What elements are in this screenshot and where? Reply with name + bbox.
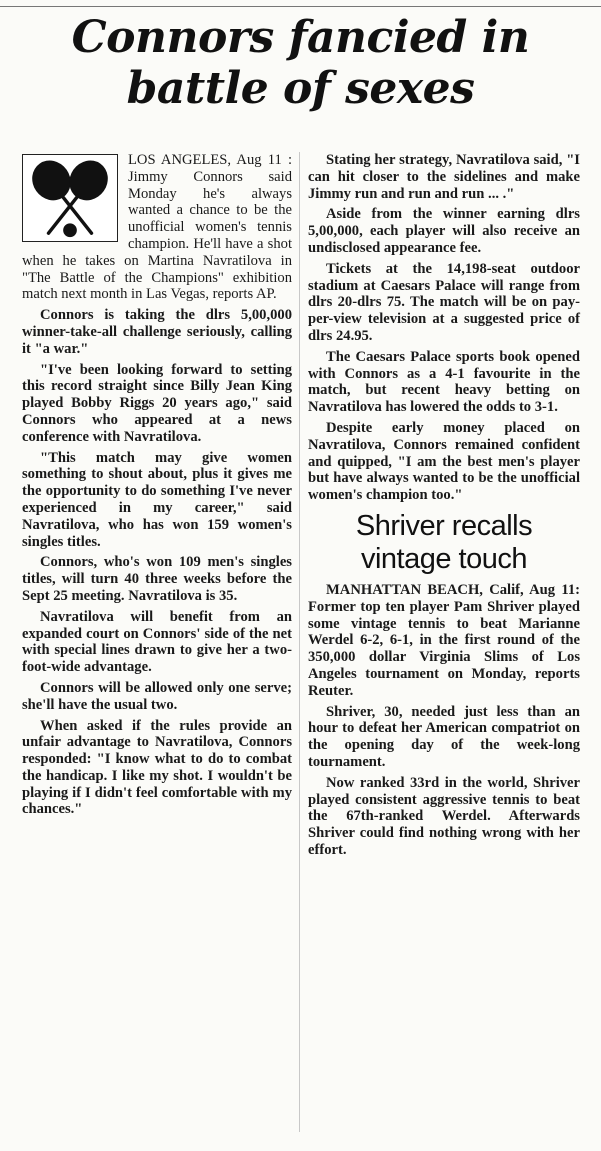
dateline: LOS ANGELES, Aug 11 :: [128, 152, 292, 168]
article-paragraph: "This match may give women something to shout about, plus it gives me the opportunity to do something I've never experienced in my career," said Navratilova, who has won 159 women's singles titles.: [22, 449, 292, 550]
article-paragraph: Connors, who's won 109 men's singles titles, will turn 40 three weeks before the Sept 25 meeting. Navratilova is 35.: [22, 554, 292, 604]
main-headline: [6, 12, 595, 114]
article-paragraph: LOS ANGELES, Aug 11 : Jimmy Connors said Monday he's always wanted a chance to be the unofficial women's tennis champion. He'll have a shot when he takes on Martina Navratilova in "The Battle of the Champions" exhibition match next month in Las Vegas, reports AP.: [22, 152, 292, 303]
column-divider: [299, 152, 300, 1132]
headline-line-2: battle of sexes: [126, 63, 475, 114]
article-paragraph: Connors will be allowed only one serve; she'll have the usual two.: [22, 679, 292, 713]
bold-paragraph-group: [22, 307, 292, 818]
article-paragraph: Stating her strategy, Navratilova said, "I can hit closer to the sidelines and make Jimmy run and run and run ... .": [308, 152, 580, 202]
headline-line-1: Connors fancied in: [71, 12, 530, 63]
article-paragraph: Aside from the winner earning dlrs 5,00,000, each player will also receive an undisclosed appearance fee.: [308, 206, 580, 256]
article-paragraph: Tickets at the 14,198-seat outdoor stadium at Caesars Palace will range from dlrs 20-dlrs 75. The match will be on pay-per-view television at a suggested price of dlrs 24.95.: [308, 260, 580, 344]
article-paragraph: When asked if the rules provide an unfair advantage to Navratilova, Connors responded: "I know what to do to combat the handicap. I like my shot. I wouldn't be playing if I didn't feel comfortable with my chances.": [22, 717, 292, 818]
article-paragraph: Despite early money placed on Navratilova, Connors remained confident and quipped, "I am the best men's player but have always wanted to be the unofficial women's champion too.": [308, 419, 580, 504]
article-paragraph: Navratilova will benefit from an expanded court on Connors' side of the net with special lines drawn to give her a two-foot-wide advantage.: [22, 608, 292, 676]
top-border-rule: [0, 0, 601, 7]
crossed-tennis-rackets-icon: [22, 154, 118, 242]
sidebar-headline: [308, 510, 580, 576]
article-paragraph: Shriver, 30, needed just less than an hour to defeat her American compatriot on the opening day of the week-long tournament.: [308, 703, 580, 770]
sidebar-article-body: [308, 582, 580, 859]
tennis-rackets-svg: [23, 155, 117, 241]
article-paragraph: Connors is taking the dlrs 5,00,000 winner-take-all challenge seriously, calling it "a war.": [22, 307, 292, 357]
article-paragraph: "I've been looking forward to setting this record straight since Billy Jean King played Bobby Riggs 20 years ago," said Connors who appeared at a news conference with Navratilova.: [22, 361, 292, 445]
sidebar-headline-line-2: vintage touch: [360, 542, 527, 575]
sidebar-headline-line-1: Shriver recalls: [355, 509, 533, 542]
right-column: [308, 152, 580, 863]
article-paragraph: The Caesars Palace sports book opened with Connors as a 4-1 favourite in the match, but recent heavy betting on Navratilova has lowered the odds to 3-1.: [308, 348, 580, 416]
article-paragraph: MANHATTAN BEACH, Calif, Aug 11: Former top ten player Pam Shriver played some vintage tennis to beat Marianne Werdel 6-2, 6-1, in the first round of the 350,000 dollar Virginia Slims of Los Angeles tournament on Monday, reports Reuter.: [308, 581, 580, 699]
bold-paragraph-group: [308, 152, 580, 504]
left-column: [22, 152, 292, 822]
article-paragraph: Now ranked 33rd in the world, Shriver played consistent aggressive tennis to beat the 67th-ranked Werdel. Afterwards Shriver could find nothing wrong with her effort.: [308, 774, 580, 858]
